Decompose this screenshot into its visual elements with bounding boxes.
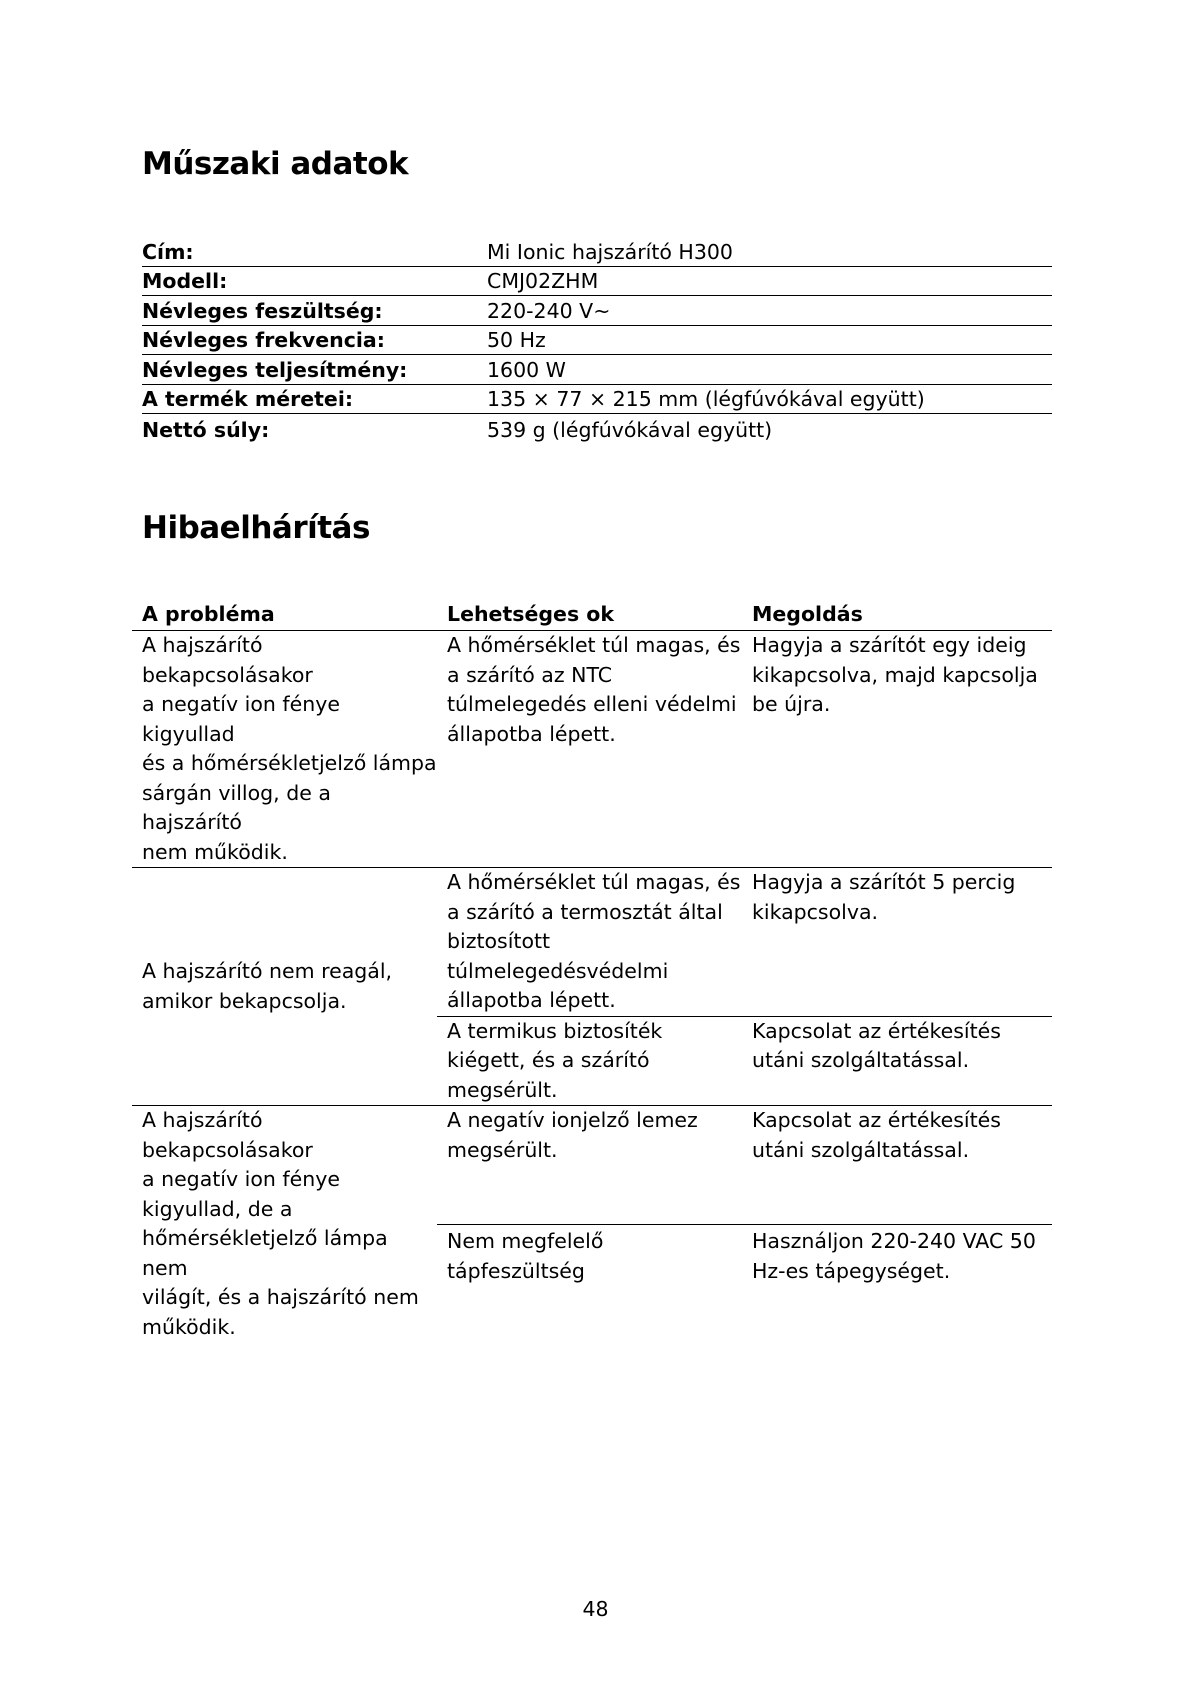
spec-label: Nettó súly:: [142, 417, 270, 442]
solution-cell: Kapcsolat az értékesítés utáni szolgáltatással.: [742, 1106, 1052, 1225]
spec-value: 1600 W: [487, 357, 566, 382]
troubleshooting-table: [132, 600, 1052, 1342]
cause-cell: A hőmérséklet túl magas, és a szárító a termosztát által biztosított túlmelegedésvédelmi állapotba lépett.: [437, 868, 742, 1017]
table-row: [132, 631, 1052, 868]
spec-label: Modell:: [142, 269, 228, 293]
problem-cell: A hajszárító nem reagál, amikor bekapcsolja.: [132, 868, 437, 1106]
spec-row: [142, 296, 1052, 326]
solution-cell: Kapcsolat az értékesítés utáni szolgáltatással.: [742, 1016, 1052, 1106]
table-header-row: [132, 600, 1052, 631]
spec-label: Névleges frekvencia:: [142, 328, 385, 352]
spec-value: 220-240 V~: [487, 298, 611, 323]
specs-table: [142, 237, 1052, 444]
spec-value: 50 Hz: [487, 328, 546, 352]
header-cause: Lehetséges ok: [437, 600, 742, 631]
spec-value: 539 g (légfúvókával együtt): [487, 417, 773, 442]
spec-row: [142, 326, 1052, 356]
spec-row: [142, 385, 1052, 415]
problem-cell: A hajszárító bekapcsolásakor a negatív ion fénye kigyullad és a hőmérsékletjelző lámpa sárgán villog, de a hajszárító nem működik.: [132, 631, 437, 868]
solution-cell: Hagyja a szárítót egy ideig kikapcsolva, majd kapcsolja be újra.: [742, 631, 1052, 868]
cause-cell: Nem megfelelő tápfeszültség: [447, 1229, 604, 1283]
spec-row: [142, 414, 1052, 444]
header-solution: Megoldás: [742, 600, 1052, 631]
spec-value: Mi Ionic hajszárító H300: [487, 239, 733, 264]
cause-cell: A hőmérséklet túl magas, és a szárító az NTC túlmelegedés elleni védelmi állapotba lépett.: [437, 631, 742, 868]
cause-cell: A termikus biztosíték kiégett, és a szárító megsérült.: [437, 1016, 742, 1106]
troubleshooting-heading: Hibaelhárítás: [142, 510, 370, 546]
page-number: 48: [582, 1597, 609, 1621]
solution-cell: Hagyja a szárítót 5 percig kikapcsolva.: [742, 868, 1052, 1017]
cause-cell: A negatív ionjelző lemez megsérült.: [437, 1106, 742, 1225]
spec-row: [142, 355, 1052, 385]
solution-cell: Használjon 220-240 VAC 50 Hz-es tápegységet.: [752, 1229, 1036, 1283]
specs-heading: Műszaki adatok: [142, 146, 409, 182]
table-row: [132, 1106, 1052, 1225]
spec-row: [142, 267, 1052, 297]
spec-value: 135 × 77 × 215 mm (légfúvókával együtt): [487, 387, 925, 411]
spec-value: CMJ02ZHM: [487, 269, 599, 293]
spec-label: Cím:: [142, 239, 194, 264]
spec-row: [142, 237, 1052, 267]
spec-label: Névleges feszültség:: [142, 298, 383, 323]
spec-label: A termék méretei:: [142, 387, 354, 411]
table-row: [132, 868, 1052, 1017]
problem-cell: A hajszárító bekapcsolásakor a negatív ion fénye kigyullad, de a hőmérsékletjelző lámpa nem világít, és a hajszárító nem működik.: [142, 1108, 419, 1339]
spec-label: Névleges teljesítmény:: [142, 357, 408, 382]
header-problem: A probléma: [132, 600, 437, 631]
